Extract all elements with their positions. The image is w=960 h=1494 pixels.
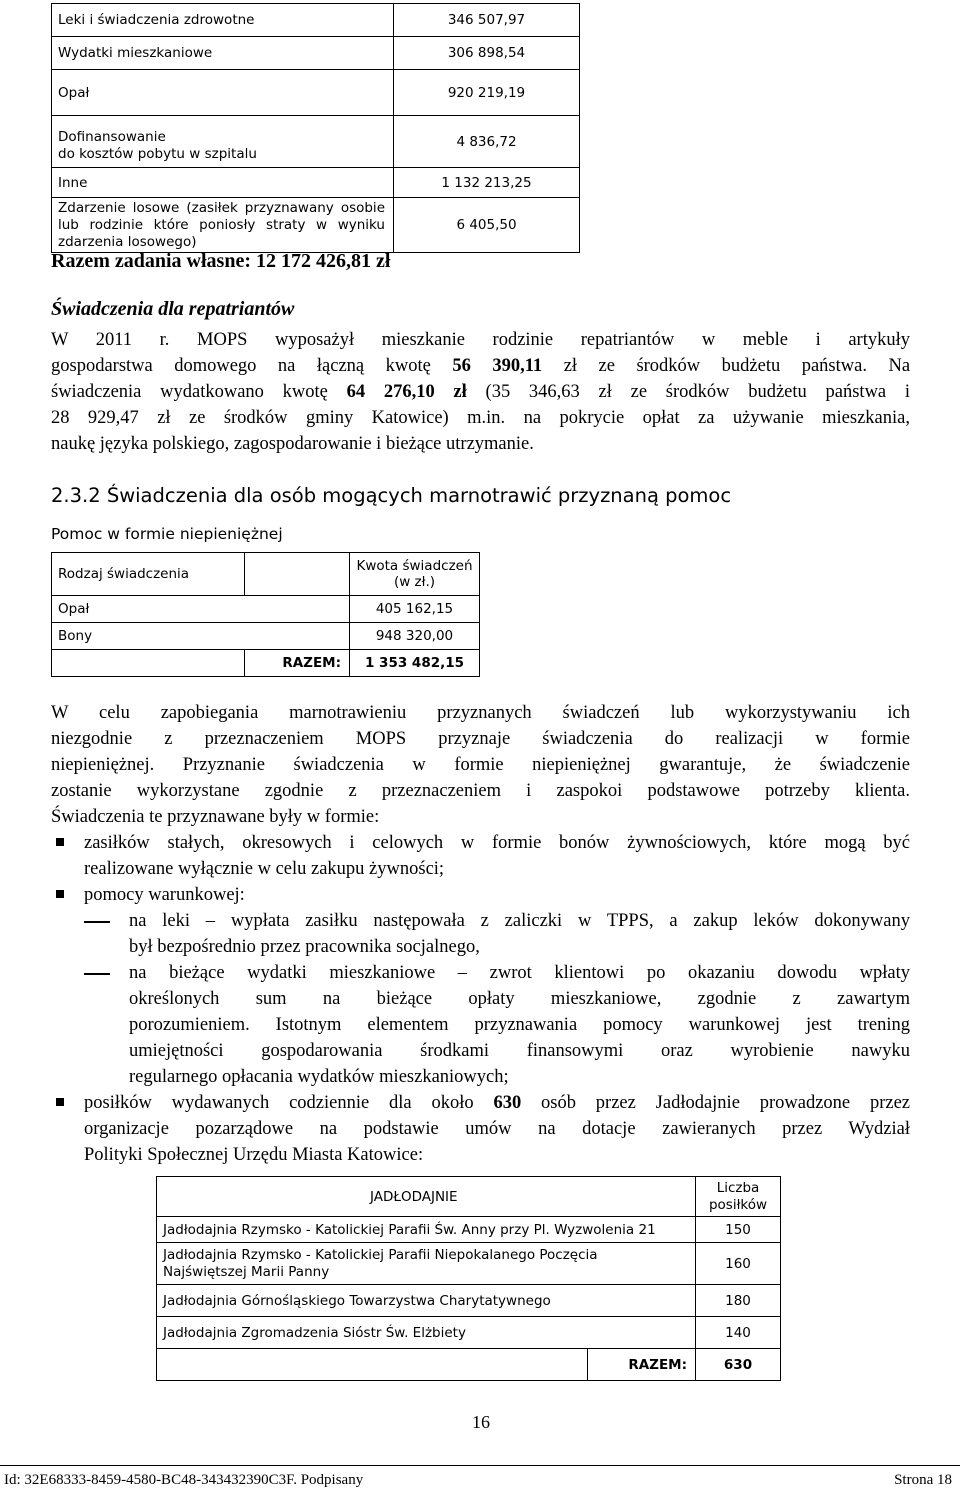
kitchen-name (157, 1243, 696, 1285)
expense-value: 346 507,97 (394, 4, 580, 37)
expense-label (52, 198, 394, 253)
kitchen-meals: 150 (696, 1217, 781, 1243)
sub-bullet-line: był bezpośrednio przez pracownika socjalnego, (129, 937, 480, 957)
aid-type: Opał (52, 596, 350, 623)
repatriants-text: Na (888, 356, 911, 376)
bullet-line: Polityki Społecznej Urzędu Miasta Katowice: (84, 1145, 424, 1165)
bullet-line: organizacje pozarządowe na podstawie umów na dotacje zawieranych przez Wydział (84, 1119, 910, 1139)
dash-icon (84, 921, 110, 923)
kitchen-name: Jadłodajnia Górnośląskiego Towarzystwa Charytatywnego (157, 1285, 696, 1317)
expense-label: Wydatki mieszkaniowe (52, 37, 394, 70)
repatriants-text: gospodarstwa domowego na łączną kwotę (51, 356, 431, 376)
expense-value: 306 898,54 (394, 37, 580, 70)
bullet-text: posiłków wydawanych codziennie dla około (84, 1093, 474, 1113)
expense-label: Opał (52, 70, 394, 116)
expense-label: Leki i świadczenia zdrowotne (52, 4, 394, 37)
kitchen-name-line: Jadłodajnia Rzymsko - Katolickiej Parafii Niepokalanego Poczęcia (163, 1246, 598, 1263)
sub-bullet-line: na bieżące wydatki mieszkaniowe – zwrot klientowi po okazaniu dowodu wpłaty (129, 963, 910, 983)
bullet-square-icon (56, 1098, 64, 1106)
column-header: JADŁODAJNIE (157, 1177, 696, 1217)
paragraph-line: zostanie wykorzystane zgodnie z przeznaczeniem i zaspokoi podstawowe potrzeby klienta. (51, 781, 910, 801)
paragraph-line: Świadczenia te przyznawane były w formie: (51, 807, 380, 827)
column-header-line: Kwota świadczeń (356, 558, 473, 574)
bullet-line (84, 1090, 910, 1116)
kitchen-name: Jadłodajnia Rzymsko - Katolickiej Parafii Św. Anny przy Pl. Wyzwolenia 21 (157, 1217, 696, 1243)
soup-kitchens-table (156, 1176, 781, 1381)
footer-divider (0, 1465, 960, 1466)
repatriants-text: (35 346,63 zł ze środków budżetu państwa i (485, 382, 911, 402)
repatriants-line: 28 929,47 zł ze środków gminy Katowice) m.in. na pokrycie opłat za używanie mieszkania, (51, 408, 910, 428)
paragraph-line: niezgodnie z przeznaczeniem MOPS przyznaje świadczenia do realizacji w formie (51, 729, 910, 749)
repatriants-line (51, 353, 910, 379)
section-heading-repatriants: Świadczenia dla repatriantów (51, 298, 295, 320)
column-header (350, 553, 480, 596)
expense-value: 1 132 213,25 (394, 168, 580, 198)
kitchen-meals: 140 (696, 1317, 781, 1349)
sub-bullet-line: określonych sum na bieżące opłaty mieszkaniowe, zgodnie z zawartym (129, 989, 910, 1009)
repatriants-amount: 64 276,10 zł (346, 382, 467, 402)
bullet-line: pomocy warunkowej: (84, 885, 245, 905)
total-empty (157, 1349, 588, 1381)
paragraph-line: W celu zapobiegania marnotrawieniu przyznanych świadczeń lub wykorzystywaniu ich (51, 703, 910, 723)
sub-bullet-line: regularnego opłacania wydatków mieszkaniowych; (129, 1067, 509, 1087)
repatriants-text: świadczenia wydatkowano kwotę (51, 382, 328, 402)
sub-bullet-line: umiejętności gospodarowania środkami finansowymi oraz wyrobienie nawyku (129, 1041, 910, 1061)
column-header-empty (245, 553, 350, 596)
expense-label: Inne (52, 168, 394, 198)
bullet-square-icon (56, 890, 64, 898)
column-header (696, 1177, 781, 1217)
page-number: 16 (472, 1412, 490, 1432)
kitchen-meals: 160 (696, 1243, 781, 1285)
section-subheading: Pomoc w formie niepieniężnej (51, 525, 283, 543)
column-header-line: posiłków (708, 1196, 768, 1213)
bullet-line: realizowane wyłącznie w celu zakupu żywności; (84, 859, 445, 879)
dash-icon (84, 973, 110, 975)
sub-bullet-line: porozumieniem. Istotnym elementem przyznawania pomocy warunkowej jest trening (129, 1015, 910, 1035)
total-own-tasks: Razem zadania własne: 12 172 426,81 zł (51, 250, 391, 272)
kitchen-name: Jadłodajnia Zgromadzenia Sióstr Św. Elżbiety (157, 1317, 696, 1349)
bullet-text: osób przez Jadłodajnie prowadzone przez (541, 1093, 911, 1113)
column-header: Rodzaj świadczenia (52, 553, 245, 596)
expense-value: 4 836,72 (394, 116, 580, 168)
repatriants-line: W 2011 r. MOPS wyposażył mieszkanie rodzinie repatriantów w meble i artykuły (51, 330, 910, 350)
total-label: RAZEM: (588, 1349, 696, 1381)
paragraph-line: niepieniężnej. Przyznanie świadczenia w formie niepieniężnej gwarantuje, że świadczenie (51, 755, 910, 775)
expense-value: 6 405,50 (394, 198, 580, 253)
expense-label-line: Zdarzenie losowe (zasiłek przyznawany osobie (58, 199, 385, 216)
aid-amount: 948 320,00 (350, 623, 480, 650)
aid-type: Bony (52, 623, 350, 650)
footer-page: Strona 18 (894, 1472, 952, 1488)
meals-count: 630 (493, 1093, 522, 1113)
repatriants-line (51, 379, 910, 405)
total-meals: 630 (696, 1349, 781, 1381)
column-header-line: (w zł.) (393, 574, 436, 590)
bullet-square-icon (56, 838, 64, 846)
bullet-line: zasiłków stałych, okresowych i celowych w formie bonów żywnościowych, które mogą być (84, 833, 910, 853)
kitchen-meals: 180 (696, 1285, 781, 1317)
expense-label (52, 116, 394, 168)
expense-value: 920 219,19 (394, 70, 580, 116)
expense-label-line: Dofinansowanie (58, 128, 166, 145)
total-empty (52, 650, 245, 677)
footer-id: Id: 32E68333-8459-4580-BC48-343432390C3F. Podpisany (4, 1472, 364, 1488)
repatriants-text: zł ze środków budżetu państwa. (563, 356, 867, 376)
total-label: RAZEM: (245, 650, 350, 677)
total-amount: 1 353 482,15 (350, 650, 480, 677)
repatriants-amount: 56 390,11 (452, 356, 543, 376)
sub-bullet-line: na leki – wypłata zasiłku następowała z zaliczki w TPPS, a zakup leków dokonywany (129, 911, 910, 931)
expenses-table (51, 3, 580, 253)
section-heading-232: 2.3.2 Świadczenia dla osób mogących marnotrawić przyznaną pomoc (51, 484, 732, 507)
repatriants-line: naukę języka polskiego, zagospodarowanie i bieżące utrzymanie. (51, 434, 534, 454)
expense-label-line: do kosztów pobytu w szpitalu (58, 145, 257, 162)
expense-label-line: lub rodzinie które poniosły straty w wyniku (58, 216, 385, 233)
aid-amount: 405 162,15 (350, 596, 480, 623)
kitchen-name-line: Najświętszej Marii Panny (163, 1263, 330, 1280)
column-header-line: Liczba (716, 1179, 760, 1196)
non-cash-aid-table (51, 552, 480, 677)
expense-label-line: zdarzenia losowego) (58, 233, 197, 250)
